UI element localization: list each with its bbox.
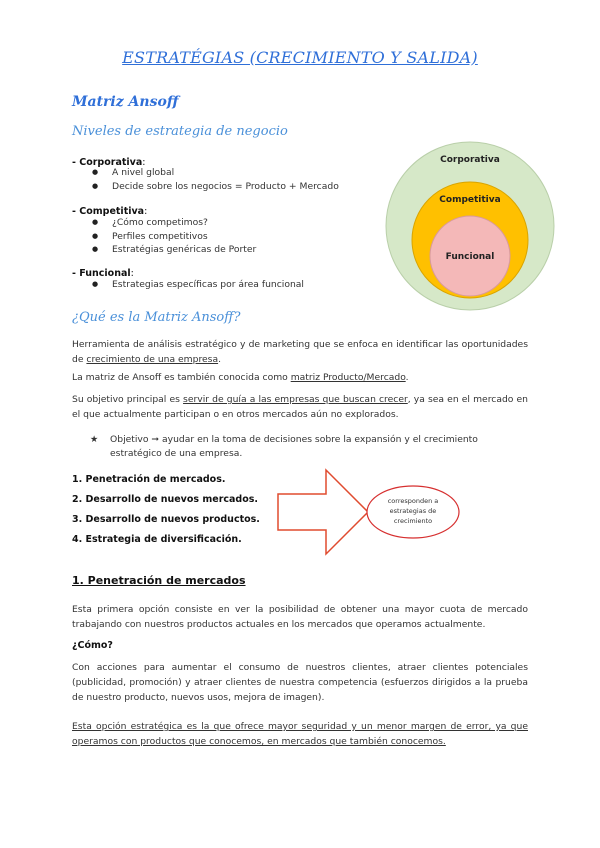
strategy-item: 1. Penetración de mercados. bbox=[72, 474, 226, 485]
level-label: - Corporativa bbox=[72, 157, 143, 168]
strategy-item: 3. Desarrollo de nuevos productos. bbox=[72, 514, 260, 525]
label-funcional: Funcional bbox=[445, 252, 495, 262]
heading-como: ¿Cómo? bbox=[72, 640, 113, 651]
list-competitiva bbox=[92, 216, 256, 257]
paragraph-end: . bbox=[405, 372, 409, 383]
arrow-callout-graphic bbox=[268, 466, 468, 558]
list-item: ● A nivel global bbox=[92, 166, 339, 180]
level-label: - Funcional bbox=[72, 268, 131, 279]
list-corporativa bbox=[92, 166, 339, 193]
level-suffix: : bbox=[144, 206, 148, 217]
list-item: ● Estrategias específicas por área funcional bbox=[92, 278, 304, 292]
underlined-phrase: crecimiento de una empresa bbox=[86, 354, 219, 365]
paragraph-penetracion: Esta primera opción consiste en ver la posibilidad de obtener una mayor cuota de mercado trabajando con nuestros productos actuales en los mercados que operamos actualmente. bbox=[72, 604, 528, 630]
heading-matriz-ansoff: Matriz Ansoff bbox=[72, 94, 179, 110]
document-title: ESTRATÉGIAS (CRECIMIENTO Y SALIDA) bbox=[122, 48, 478, 67]
callout-line: corresponden a bbox=[387, 497, 439, 505]
heading-que-es-matriz: ¿Qué es la Matriz Ansoff? bbox=[72, 310, 241, 325]
paragraph-tambien-conocida bbox=[72, 370, 528, 385]
paragraph-end: . bbox=[218, 354, 222, 365]
list-item: ● Decide sobre los negocios = Producto + Mercado bbox=[92, 180, 339, 194]
underlined-phrase: servir de guía a las empresas que buscan crecer bbox=[183, 394, 408, 405]
paragraph-text: La matriz de Ansoff es también conocida como bbox=[72, 372, 291, 383]
section-heading-penetracion: 1. Penetración de mercados bbox=[72, 574, 246, 587]
right-arrow-icon bbox=[278, 470, 368, 554]
strategy-item: 2. Desarrollo de nuevos mercados. bbox=[72, 494, 259, 505]
list-item: ● Estratégias genéricas de Porter bbox=[92, 243, 256, 257]
underlined-phrase: matriz Producto/Mercado bbox=[290, 372, 406, 383]
paragraph-text: Su objetivo principal es bbox=[72, 394, 184, 405]
list-item: ● ¿Cómo competimos? bbox=[92, 216, 256, 230]
paragraph-text: Herramienta de análisis estratégico y de marketing que se enfoca en identificar las oportunidades de bbox=[72, 339, 528, 365]
level-suffix: : bbox=[130, 268, 134, 279]
paragraph-como: Con acciones para aumentar el consumo de nuestros clientes, atraer clientes potenciales (publicidad, promoción) y atraer clientes de nuestra competencia (esfuerzos dirigidos a la prueba de nuestro producto, nuevos usos, mejora de imagen). bbox=[72, 662, 528, 703]
strategy-levels-diagram bbox=[384, 140, 556, 312]
objetivo-note bbox=[90, 433, 530, 461]
paragraph-definicion bbox=[72, 337, 528, 367]
heading-niveles-estrategia: Niveles de estrategia de negocio bbox=[72, 124, 288, 139]
level-suffix: : bbox=[142, 157, 146, 168]
paragraph-objetivo-principal bbox=[72, 392, 528, 422]
star-icon: ★ bbox=[90, 434, 99, 445]
label-competitiva: Competitiva bbox=[439, 195, 501, 205]
level-label: - Competitiva bbox=[72, 206, 145, 217]
strategy-item: 4. Estrategia de diversificación. bbox=[72, 534, 242, 545]
paragraph-conclusion: Esta opción estratégica es la que ofrece mayor seguridad y un menor margen de error, ya que operamos con productos que conocemos, en mercados que también conocemos. bbox=[72, 721, 528, 747]
label-corporativa: Corporativa bbox=[440, 155, 500, 165]
paragraph-end: , ya sea en el mercado en el que actualmente participan o en otros mercados aún no explorados. bbox=[72, 394, 528, 420]
callout-line: estrategias de bbox=[389, 507, 437, 515]
list-funcional bbox=[92, 278, 304, 292]
list-item: ● Perfiles competitivos bbox=[92, 230, 256, 244]
objetivo-text: Objetivo ➞ ayudar en la toma de decisiones sobre la expansión y el crecimiento estratégico de una empresa. bbox=[110, 434, 478, 459]
callout-line: crecimiento bbox=[393, 517, 433, 525]
